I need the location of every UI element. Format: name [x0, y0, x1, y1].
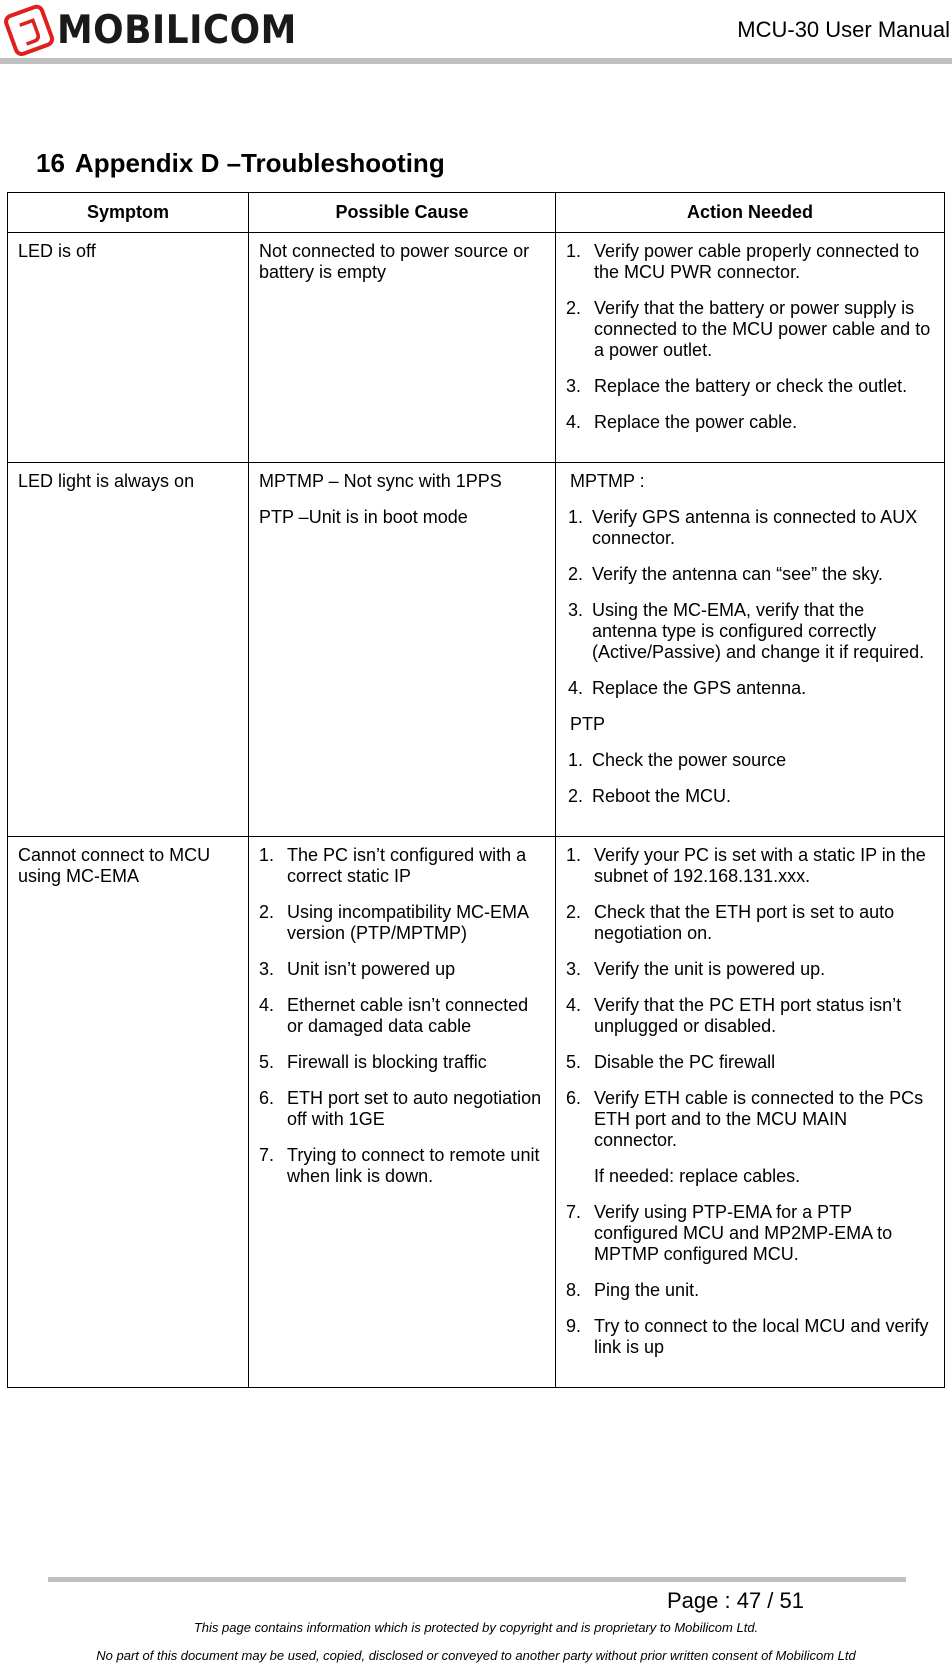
header-action-needed: Action Needed [556, 193, 945, 233]
list-number: 7. [259, 1145, 275, 1165]
subheading: MPTMP : [570, 471, 645, 491]
symptom-cell [8, 463, 249, 837]
list-text: Verify GPS antenna is connected to AUX connector. [592, 507, 918, 548]
list-number: 2. [568, 564, 584, 584]
cell-text: PTP –Unit is in boot mode [259, 507, 468, 527]
list-item [566, 1202, 934, 1265]
list-text: Verify that the PC ETH port status isn’t unplugged or disabled. [594, 995, 902, 1036]
list-text: Ping the unit. [594, 1280, 700, 1300]
troubleshooting-table [7, 192, 945, 1388]
list-text: Check that the ETH port is set to auto negotiation on. [594, 902, 895, 943]
list-number: 3. [566, 376, 582, 396]
list-text: Disable the PC firewall [594, 1052, 776, 1072]
list-text: Ethernet cable isn’t connected or damaged data cable [287, 995, 529, 1036]
list-number: 5. [259, 1052, 275, 1072]
list-item [259, 959, 545, 980]
list-item [566, 1052, 934, 1073]
cell-text: Not connected to power source or battery is empty [259, 241, 530, 282]
list-item [566, 412, 934, 433]
list-number: 2. [259, 902, 275, 922]
list-text: Replace the battery or check the outlet. [594, 376, 908, 396]
list-number: 1. [566, 845, 582, 865]
cell-text: MPTMP – Not sync with 1PPS [259, 471, 502, 491]
list-item [566, 1316, 934, 1358]
copyright-notice: This page contains information which is protected by copyright and is proprietary to Mobilicom Ltd. [193, 1620, 759, 1635]
confidentiality-notice: No part of this document may be used, copied, disclosed or conveyed to another party without prior written consent of Mobilicom Ltd [96, 1648, 856, 1663]
list-number: 3. [568, 600, 584, 620]
section-number: 16 [36, 148, 65, 178]
header-divider [0, 58, 952, 64]
list-item [566, 995, 934, 1037]
subheading: PTP [570, 714, 606, 734]
action-cell [556, 233, 945, 463]
list-item [259, 995, 545, 1037]
list-item [259, 902, 545, 944]
footer-divider [48, 1577, 906, 1582]
list-number: 1. [566, 241, 582, 261]
cause-cell [249, 463, 556, 837]
list-number: 1. [259, 845, 275, 865]
list-text: Verify using PTP-EMA for a PTP configured MCU and MP2MP-EMA to MPTMP configured MCU. [594, 1202, 893, 1264]
list-number: 2. [566, 298, 582, 318]
list-text: Replace the power cable. [594, 412, 798, 432]
list-number: 9. [566, 1316, 582, 1336]
list-number: 6. [259, 1088, 275, 1108]
list-text: Verify your PC is set with a static IP in the subnet of 192.168.131.xxx. [594, 845, 926, 886]
list-item [568, 786, 934, 807]
table-row [8, 233, 945, 463]
list-text: Verify ETH cable is connected to the PCs ETH port and to the MCU MAIN connector. [594, 1088, 924, 1150]
cell-text: Cannot connect to MCU using MC-EMA [18, 845, 211, 886]
list-item [566, 376, 934, 397]
page-number: Page : 47 / 51 [667, 1588, 804, 1613]
list-number: 1. [568, 750, 584, 770]
cause-cell [249, 837, 556, 1388]
list-text: Reboot the MCU. [592, 786, 732, 806]
list-number: 8. [566, 1280, 582, 1300]
list-item [568, 564, 934, 585]
table-row [8, 463, 945, 837]
document-title: MCU-30 User Manual [737, 17, 950, 42]
section-title: Appendix D –Troubleshooting [74, 148, 445, 178]
list-number: 4. [259, 995, 275, 1015]
cause-cell [249, 233, 556, 463]
action-cell [556, 463, 945, 837]
list-text: Trying to connect to remote unit when link is down. [287, 1145, 540, 1186]
cell-text: LED is off [18, 241, 96, 261]
list-item [259, 845, 545, 887]
list-text: Verify that the battery or power supply is connected to the MCU power cable and to a power outlet. [594, 298, 931, 360]
list-item [566, 959, 934, 980]
action-cell [556, 837, 945, 1388]
list-text: Try to connect to the local MCU and verify link is up [594, 1316, 929, 1357]
list-number: 3. [259, 959, 275, 979]
table-header-row [8, 193, 945, 233]
list-item [566, 1280, 934, 1301]
list-item [259, 1145, 545, 1187]
section-heading [36, 148, 445, 179]
list-item [259, 1088, 545, 1130]
list-text: Check the power source [592, 750, 787, 770]
list-number: 5. [566, 1052, 582, 1072]
list-number: 2. [568, 786, 584, 806]
cell-text: LED light is always on [18, 471, 195, 491]
list-text: Using incompatibility MC-EMA version (PTP/MPTMP) [287, 902, 529, 943]
list-item [259, 1052, 545, 1073]
symptom-cell [8, 837, 249, 1388]
list-item [566, 902, 934, 944]
list-text: The PC isn’t configured with a correct static IP [287, 845, 527, 886]
list-number: 1. [568, 507, 584, 527]
cell-text: If needed: replace cables. [594, 1166, 801, 1186]
logo-text: MOBILICOM [57, 8, 297, 53]
list-text: Verify the unit is powered up. [594, 959, 826, 979]
list-item [568, 750, 934, 771]
header-symptom: Symptom [8, 193, 249, 233]
symptom-cell [8, 233, 249, 463]
list-number: 3. [566, 959, 582, 979]
table-row [8, 837, 945, 1388]
mobilicom-logo [2, 2, 297, 58]
list-text: Replace the GPS antenna. [592, 678, 807, 698]
list-number: 4. [566, 995, 582, 1015]
logo-mark-icon [2, 2, 58, 58]
list-text: Firewall is blocking traffic [287, 1052, 487, 1072]
list-item [568, 507, 934, 549]
list-item [566, 845, 934, 887]
list-number: 7. [566, 1202, 582, 1222]
list-text: Verify power cable properly connected to the MCU PWR connector. [594, 241, 920, 282]
list-text: ETH port set to auto negotiation off with 1GE [287, 1088, 542, 1129]
list-text: Unit isn’t powered up [287, 959, 456, 979]
list-number: 4. [566, 412, 582, 432]
list-text: Verify the antenna can “see” the sky. [592, 564, 883, 584]
list-number: 2. [566, 902, 582, 922]
list-item [568, 678, 934, 699]
list-number: 4. [568, 678, 584, 698]
list-item [566, 241, 934, 283]
list-text: Using the MC-EMA, verify that the antenna type is configured correctly (Active/Passive) and change it if required. [592, 600, 925, 662]
list-item [568, 600, 934, 663]
list-number: 6. [566, 1088, 582, 1108]
header-possible-cause: Possible Cause [249, 193, 556, 233]
list-item [566, 1088, 934, 1151]
list-item [566, 298, 934, 361]
